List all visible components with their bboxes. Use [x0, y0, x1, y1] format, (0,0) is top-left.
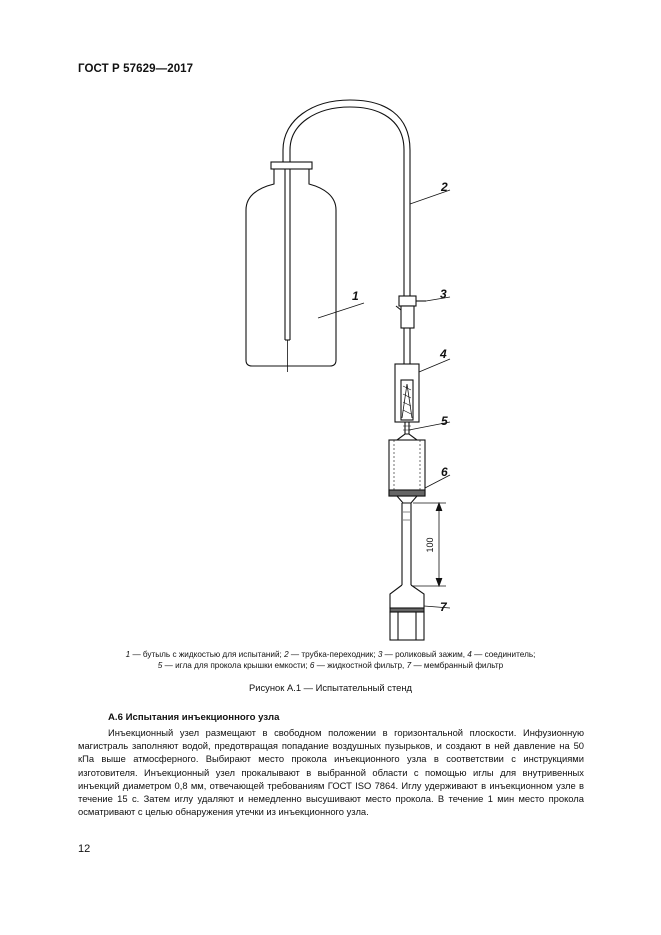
legend-item-text-4: — соединитель; — [471, 650, 536, 659]
section-title: А.6 Испытания инъекционного узла — [108, 712, 280, 723]
legend-item-text-1: — бутыль с жидкостью для испытаний; — [130, 650, 285, 659]
legend-item-text-6: — жидкостной фильтр, — [314, 661, 407, 670]
legend-item-num-5: 5 — [157, 661, 163, 670]
liquid-filter — [389, 434, 425, 503]
legend-item-num-2: 2 — [284, 650, 289, 659]
callout-3: 3 — [440, 287, 447, 301]
legend-item-num-4: 4 — [467, 650, 472, 659]
page-number: 12 — [78, 843, 91, 855]
legend-item-num-1: 1 — [125, 650, 131, 659]
line-tube — [402, 503, 411, 585]
transfer-tube — [283, 100, 410, 296]
callout-7: 7 — [440, 600, 447, 614]
legend-item-text-3: — роликовый зажим, — [382, 650, 468, 659]
legend-item-text-2: — трубка-переходник; — [288, 650, 378, 659]
tube-segment — [404, 328, 410, 364]
callout-1: 1 — [352, 289, 359, 303]
membrane-filter — [390, 585, 424, 640]
callout-4: 4 — [440, 347, 447, 361]
legend-item-num-6: 6 — [309, 661, 315, 670]
bottle-inner-tube — [285, 169, 290, 372]
figure-caption: Рисунок А.1 — Испытательный стенд — [249, 682, 412, 693]
spike-needle — [403, 422, 411, 434]
roller-clamp — [396, 296, 426, 328]
figure-legend-line-1 — [0, 649, 661, 660]
legend-item-text-5: — игла для прокола крышки емкости; — [162, 661, 310, 670]
bottle — [246, 162, 336, 366]
section-paragraph: Инъекционный узел размещают в свободном положении в горизонтальной плоскости. Инфузионную магистраль заполняют водой, предотвращая попадание воздушных пузырьков, и создают в ней давление на 50 кПа выше атмосферного. Выбирают место прокола инъекционного узла в соответствии с инструкциями изготовителя. Инъекционный узел прокалывают в выбранной области с помощью иглы для внутривенных инъекций диаметром 0,8 мм, отвечающей требованиям ГОСТ ISO 7864. Иглу удерживают в инъекционном узле в течение 15 с. Затем иглу удаляют и немедленно высушивают место прокола. В течение 1 мин место прокола осматривают с целью обнаружения утечки из инъекционного узла. — [78, 727, 584, 818]
document-header: ГОСТ Р 57629—2017 — [78, 63, 194, 75]
legend-item-num-3: 3 — [377, 650, 383, 659]
legend-item-num-7: 7 — [406, 661, 412, 670]
connector — [395, 364, 419, 422]
dimension-label: 100 — [425, 537, 435, 553]
callout-2: 2 — [441, 180, 448, 194]
callout-6: 6 — [441, 465, 448, 479]
callout-5: 5 — [441, 414, 448, 428]
legend-item-text-7: — мембранный фильтр — [411, 661, 504, 670]
figure-legend-line-2 — [0, 660, 661, 671]
